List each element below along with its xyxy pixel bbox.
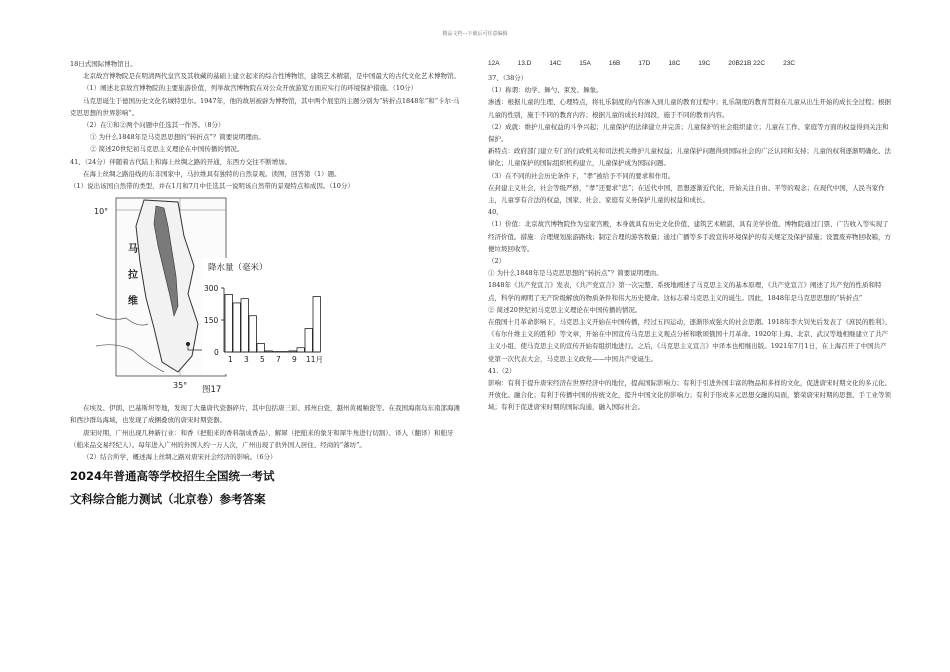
answer-line: ① 为什么1848年是马克思思想的“转折点”？简要说明理由。: [488, 269, 663, 278]
answer-line: 在俄国十月革命影响下，马克思主义开始在中国传播，经过五四运动，逐渐形成强大的社会思潮。1918年李大钊先后发表了《庶民的胜利》、《布尔什维主义的胜利》等文章，开始在中国宣传马克思主义观点分析和歌颂俄国十月革命。1920年上海、北京、武汉等地相继建立了共产主义小组，使马克思主义的宣传开始有组织地进行。之后，《马克思主义宣言》中译本也相继出版。1921年7月1日，在上海召开了中国共产党第一次代表大会，马克思主义政党——中国共产党诞生。: [488, 318, 892, 363]
paragraph: 唐宋时期，广州出现几种新行业：和香（把舶来的香料制成香品）、解犀（把舶来的象牙和犀牛角进行切割）、译人（翻译）和舶牙（舶来品交易经纪人）。每年进入广州的外国人约一万人次，广州出现了供外国人居住、经商的“蕃坊”。: [70, 428, 454, 449]
answer-line: ② 简述20世纪初马克思主义理论在中国传播的情况。: [488, 305, 642, 314]
question-heading: 41、（24分）伴随着古代陆上和海上丝绸之路的开通，东西方交往不断增加。: [70, 157, 292, 166]
longitude-label: 35°: [173, 381, 188, 391]
answer-title: 2024年普通高等学校招生全国统一考试: [70, 469, 275, 484]
answer-item: 14C: [549, 60, 562, 67]
x-tick-label: 7: [276, 355, 281, 365]
paragraph: 在埃及、伊朗、巴基斯坦等地，发现了大量唐代瓷器碎片，其中包括唐三彩、邢州白瓷，越州黄褐釉瓷等。在我国海南岛东南部海滩和西沙群岛海域，也发现了成捆叠放的唐宋时期瓷器。: [70, 404, 460, 425]
question-option: ② 简述20世纪初马克思主义理论在中国传播的情况。: [90, 145, 244, 154]
paragraph: 18日式国际博物馆日。: [70, 60, 137, 68]
answer-item: 19C: [698, 60, 711, 67]
latitude-label: 10°: [94, 207, 109, 217]
answer-subtitle: 文科综合能力测试（北京卷）参考答案: [70, 492, 266, 507]
precip-bar: [249, 316, 256, 352]
right-column: [488, 58, 893, 414]
answer-item: 12A: [488, 60, 500, 67]
precip-bar: [305, 329, 312, 352]
precip-bar: [297, 348, 304, 352]
precip-bar: [241, 299, 248, 352]
answer-line: （2）成就：维护儿童权益的斗争兴起；儿童保护的法律建立并完善；儿童保护的社会组织建立；儿童在工作、家庭等方面的权益得到关注和保护。: [488, 122, 889, 144]
question-text: （2）在①和②两个问题中任选其一作答。（8分）: [83, 121, 225, 130]
precip-bar: [257, 344, 264, 353]
x-tick-label: 11月: [306, 355, 324, 365]
paragraph: 北京故宫博物院是在明清两代皇宫及其收藏的基础上建立起来的综合性博物馆，建筑艺术精湛，是中国最大的古代文化艺术博物馆。: [83, 72, 460, 81]
precip-bar: [233, 303, 240, 352]
malawi-map-figure: [92, 196, 332, 396]
answer-item: 20B21B 22C: [728, 60, 766, 67]
answer-line: 37、（38分）: [488, 74, 528, 82]
y-tick-label: 300: [204, 284, 219, 294]
answer-line: 41.（2）: [488, 366, 516, 375]
answer-line: 在封建主义社会，社会等级严格，“孝”还要求“忠”；在近代中国，思想逐渐近代化，开始关注自由、平等的观念；在现代中国，人民当家作主，儿童享有合法的权益，国家、社会、家庭有义务保护儿童的权益和成长。: [488, 183, 885, 205]
answer-item: 23C: [783, 60, 796, 67]
chart-title: 降水量（毫米）: [208, 263, 268, 274]
question-option: ① 为什么1848年是马克思思想的“转折点”？简要说明理由。: [90, 133, 265, 142]
x-tick-label: 3: [244, 355, 249, 365]
answer-item: 13.D: [517, 60, 532, 67]
answer-line: 新特点：政府部门建立专门的行政机关和司法机关维护儿童权益；儿童保护问题得到国际社会的广泛认同和支持；儿童的权利逐渐明确化、法律化；儿童保护的国际组织机构建立，儿童保护成为国际问题。: [488, 147, 891, 168]
question-text: （1）阐述北京故宫博物院的主要旅游价值，列举故宫博物院在对公众开放游览方面应实行的环境保护措施。（10分）: [83, 84, 418, 93]
answer-line: （3）在不同的社会历史条件下，“孝”被给予不同的要求和作用。: [488, 171, 675, 180]
paragraph: 马克思诞生于德国历史文化名城特里尔。1947年，他的故居被辟为博物馆，其中两个展室的主题分别为“转折点1848年”和“卡尔·马克思思想的世界影响”。: [70, 96, 460, 117]
x-tick-label: 9: [292, 355, 297, 365]
country-label-char: 马: [128, 244, 138, 256]
choice-answers: [488, 58, 893, 70]
precip-bar: [313, 297, 320, 352]
answer-line: 40、: [488, 208, 503, 217]
question-text: （2）结合所学，概述海上丝绸之路对唐宋社会经济的影响。（6分）: [83, 453, 277, 462]
answer-line: 渗透：根据儿童的生理、心理特点，将礼乐制度的内容渗入到儿童的教育过程中；礼乐制度的教育贯彻在儿童从出生开始的成长全过程；根据儿童的性别，施于不同的教育内容；根据儿童的成长时间段，施于不同的教育内容。: [488, 98, 891, 119]
y-tick-label: 150: [204, 316, 219, 326]
country-label-char: 维: [128, 296, 138, 308]
answer-item: 16B: [608, 60, 621, 67]
x-tick-label: 5: [260, 355, 265, 365]
x-tick-label: 1: [228, 355, 233, 365]
question-text: （1）说出该国自然带的类型，并在1月和7月中任选其一说明该自然带的景观特点和成因。（10分）: [70, 182, 354, 191]
answer-item: 18C: [668, 60, 681, 67]
country-label-char: 拉: [128, 270, 138, 282]
precip-bar: [225, 295, 232, 353]
answer-item: 17D: [638, 60, 651, 67]
paragraph: 在海上丝绸之路沿线的东非国家中，马拉维具有独特的自然景观。读图，回答第（1）题。: [83, 169, 341, 178]
answer-line: （1）称谓：幼学、舞勺、束发、舞象。: [488, 86, 603, 95]
figure-caption: 图17: [202, 385, 222, 396]
answer-line: （1）价值：北京故宫博物院作为皇家宫殿，本身就具有历史文化价值、建筑艺术精湛，具有美学价值。博物院通过门票、广告收入等实现了经济价值。措施：合理规划旅游路线；制定合理的游客数量；通过广播等多手段宣传环境保护的有关规定及保护措施；设置废弃物回收箱，方便垃圾回收等。: [488, 220, 891, 253]
page-header: 精品文档---下载后可任意编辑: [442, 31, 508, 37]
answer-line: （2）: [488, 257, 506, 266]
answer-item: 15A: [579, 60, 591, 67]
figure-17: [92, 196, 332, 396]
left-column: [70, 58, 465, 509]
y-tick-label: 0: [214, 348, 219, 358]
answer-line: 影响：有利于提升唐宋经济在世界经济中的地位，提高国际影响力；有利于引进外国丰富的物品和多样的文化，促进唐宋时期文化的多元化、开放化。融合化；有利于传播中国的传统文化，提升中国文化的影响力；有利于形成多元思想交融的局面，繁荣唐宋时期的思想、手工业等领域；有利于促进唐宋时期的国际沟通，融入国际社会。: [488, 379, 891, 412]
answer-line: 1848年《共产党宣言》发表，《共产党宣言》第一次完整、系统地阐述了马克思主义的基本原理，《共产党宣言》阐述了共产党的性质和特点，科学的阐明了无产阶级解放的物质条件和伟大历史使命。这标志着马克思主义的诞生。因此，1848年是马克思思想的“转折点”: [488, 281, 882, 302]
